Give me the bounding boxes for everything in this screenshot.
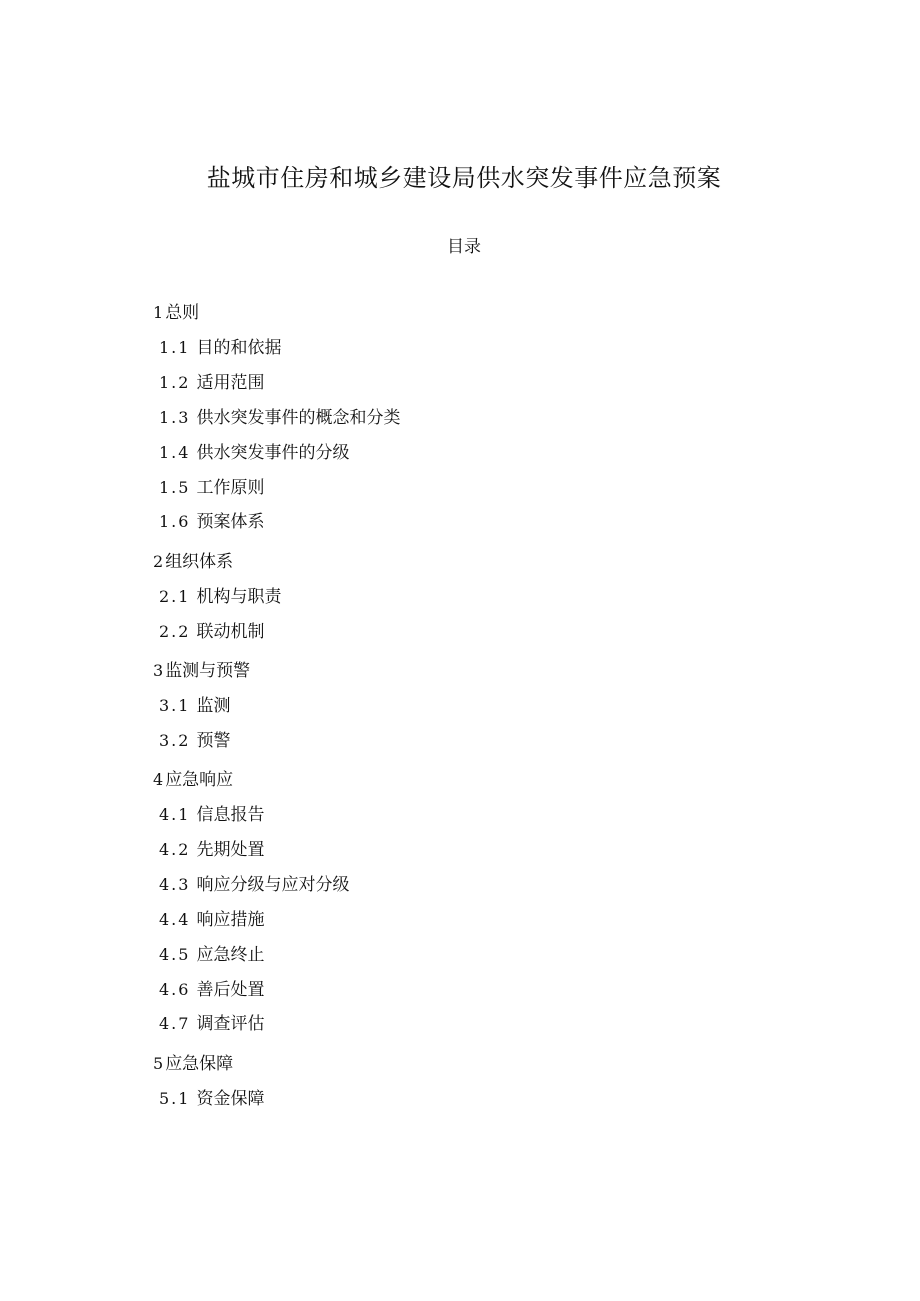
toc-number: 1.5: [159, 478, 191, 497]
toc-chapter: [153, 768, 233, 792]
toc-number: 4.6: [159, 980, 191, 999]
toc-number: 4.1: [159, 805, 191, 824]
toc-label: 供水突发事件的分级: [196, 443, 350, 463]
toc-label: 信息报告: [196, 805, 265, 825]
toc-number: 2: [153, 552, 166, 571]
toc-number: 4.3: [159, 875, 191, 894]
toc-label: 善后处置: [196, 980, 265, 1000]
toc-label: 供水突发事件的概念和分类: [196, 408, 401, 428]
toc-number: 4.4: [159, 910, 191, 929]
toc-label: 预警: [196, 731, 231, 751]
toc-number: 2.1: [159, 587, 191, 606]
toc-label: 组织体系: [165, 552, 234, 572]
toc-section: [159, 729, 230, 753]
toc-section: [159, 1087, 264, 1111]
toc-number: 4.7: [159, 1014, 191, 1033]
toc-label: 资金保障: [196, 1089, 265, 1109]
toc-number: 3: [153, 661, 166, 680]
toc-label: 适用范围: [196, 373, 265, 393]
toc-section: [159, 336, 281, 360]
toc-section: [159, 620, 264, 644]
toc-section: [159, 943, 264, 967]
toc-number: 1.3: [159, 408, 191, 427]
document-title: 盐城市住房和城乡建设局供水突发事件应急预案: [206, 164, 722, 192]
toc-number: 3.1: [159, 696, 191, 715]
toc-label: 应急响应: [165, 770, 234, 790]
toc-number: 4: [153, 770, 166, 789]
toc-section: [159, 873, 349, 897]
toc-label: 响应分级与应对分级: [196, 875, 350, 895]
toc-number: 4.2: [159, 840, 191, 859]
toc-section: [159, 371, 264, 395]
toc-label: 应急保障: [165, 1054, 234, 1074]
toc-section: [159, 908, 264, 932]
toc-section: [159, 476, 264, 500]
toc-label: 机构与职责: [196, 587, 282, 607]
toc-label: 预案体系: [196, 512, 265, 532]
toc-number: 1.4: [159, 443, 191, 462]
toc-section: [159, 510, 264, 534]
toc-label: 响应措施: [196, 910, 265, 930]
toc-chapter: [153, 659, 250, 683]
toc-section: [159, 585, 281, 609]
toc-label: 应急终止: [196, 945, 265, 965]
toc-number: 5: [153, 1054, 166, 1073]
toc-section: [159, 406, 400, 430]
toc-chapter: [153, 1052, 233, 1076]
toc-number: 1.1: [159, 338, 191, 357]
toc-number: 1.6: [159, 512, 191, 531]
toc-section: [159, 441, 349, 465]
toc-section: [159, 803, 264, 827]
toc-label: 目的和依据: [196, 338, 282, 358]
toc-section: [159, 694, 230, 718]
toc-chapter: [153, 301, 199, 325]
toc-number: 1.2: [159, 373, 191, 392]
toc-section: [159, 978, 264, 1002]
toc-label: 监测: [196, 696, 231, 716]
toc-number: 2.2: [159, 622, 191, 641]
toc-label: 先期处置: [196, 840, 265, 860]
toc-label: 联动机制: [196, 622, 265, 642]
toc-number: 4.5: [159, 945, 191, 964]
toc-label: 工作原则: [196, 478, 265, 498]
toc-number: 3.2: [159, 731, 191, 750]
toc-label: 监测与预警: [165, 661, 251, 681]
toc-section: [159, 1012, 264, 1036]
toc-section: [159, 838, 264, 862]
toc-number: 5.1: [159, 1089, 191, 1108]
toc-chapter: [153, 550, 233, 574]
toc-heading: 目录: [447, 237, 481, 257]
toc-label: 调查评估: [196, 1014, 265, 1034]
toc-number: 1: [153, 303, 166, 322]
toc-label: 总则: [165, 303, 200, 323]
